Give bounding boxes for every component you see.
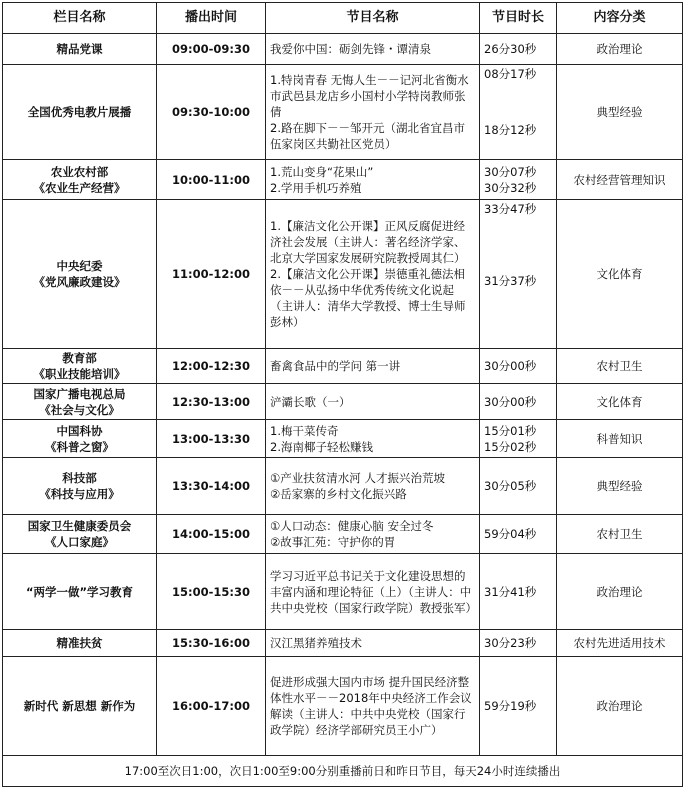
row-column-name: 科技部 《科技与应用》 [3, 458, 157, 515]
row-column-name: 中国科协 《科普之窗》 [3, 420, 157, 458]
row-program-name: 学习习近平总书记关于文化建设思想的丰富内涵和理论特征（上）（主讲人：中共中央党校（国家行政学院）教授张军） [266, 554, 480, 630]
row-category: 政治理论 [557, 554, 683, 630]
row-duration: 31分41秒 [480, 554, 557, 630]
header-category: 内容分类 [557, 3, 683, 34]
table-row [3, 458, 683, 515]
row-broadcast-time: 13:30-14:00 [157, 458, 266, 515]
header-broadcast-time: 播出时间 [157, 3, 266, 34]
row-program-name: ①产业扶贫清水河 人才振兴治荒坡 ②岳家寨的乡村文化振兴路 [266, 458, 480, 515]
row-category: 科普知识 [557, 420, 683, 458]
row-column-name: 新时代 新思想 新作为 [3, 657, 157, 756]
table-row [3, 349, 683, 384]
row-broadcast-time: 14:00-15:00 [157, 515, 266, 554]
row-category: 典型经验 [557, 458, 683, 515]
table-row [3, 630, 683, 657]
row-broadcast-time: 10:00-11:00 [157, 160, 266, 200]
row-broadcast-time: 09:00-09:30 [157, 34, 266, 65]
table-header-row [3, 3, 683, 34]
row-column-name: 教育部 《职业技能培训》 [3, 349, 157, 384]
row-column-name: 精准扶贫 [3, 630, 157, 657]
row-program-name: 1.【廉洁文化公开课】正风反腐促进经济社会发展（主讲人：著名经济学家、北京大学国家发展研究院教授周其仁） 2.【廉洁文化公开课】崇德重礼德法相依－－从弘扬中华优秀传统文化说起（主讲人：清华大学教授、博士生导师彭林） [266, 200, 480, 349]
row-broadcast-time: 12:30-13:00 [157, 384, 266, 420]
row-category: 农村先进适用技术 [557, 630, 683, 657]
row-program-name: ①人口动态：健康心脑 安全过冬 ②故事汇苑：守护你的胃 [266, 515, 480, 554]
row-broadcast-time: 16:00-17:00 [157, 657, 266, 756]
row-program-name: 1.特岗青春 无悔人生－－记河北省衡水市武邑县龙店乡小国村小学特岗教师张倩 2.路在脚下－－邹开元（湖北省宜昌市伍家岗区共勤社区党员） [266, 65, 480, 160]
row-duration: 26分30秒 [480, 34, 557, 65]
table-row [3, 384, 683, 420]
row-column-name: 国家广播电视总局 《社会与文化》 [3, 384, 157, 420]
row-category: 农村经营管理知识 [557, 160, 683, 200]
header-column-name: 栏目名称 [3, 3, 157, 34]
row-program-name: 畜禽食品中的学问 第一讲 [266, 349, 480, 384]
row-duration: 08分17秒 18分12秒 [480, 65, 557, 160]
row-program-name: 我爱你中国：砺剑先锋・谭清泉 [266, 34, 480, 65]
row-broadcast-time: 13:00-13:30 [157, 420, 266, 458]
row-duration: 30分07秒 30分32秒 [480, 160, 557, 200]
row-category: 典型经验 [557, 65, 683, 160]
row-duration: 59分04秒 [480, 515, 557, 554]
row-program-name: 汉江黑猪养殖技术 [266, 630, 480, 657]
table-row [3, 420, 683, 458]
row-duration: 59分19秒 [480, 657, 557, 756]
row-category: 文化体育 [557, 200, 683, 349]
header-program-name: 节目名称 [266, 3, 480, 34]
row-broadcast-time: 11:00-12:00 [157, 200, 266, 349]
row-duration: 33分47秒 31分37秒 [480, 200, 557, 349]
row-duration: 30分00秒 [480, 384, 557, 420]
row-column-name: “两学一做”学习教育 [3, 554, 157, 630]
rebroadcast-note: 17:00至次日1:00，次日1:00至9:00分别重播前日和昨日节目，每天24小时连续播出 [3, 756, 683, 787]
row-broadcast-time: 12:00-12:30 [157, 349, 266, 384]
table-row [3, 515, 683, 554]
footer-row [3, 756, 683, 787]
row-category: 政治理论 [557, 34, 683, 65]
row-column-name: 精品党课 [3, 34, 157, 65]
row-broadcast-time: 09:30-10:00 [157, 65, 266, 160]
row-program-name: 1.荒山变身“花果山” 2.学用手机巧养殖 [266, 160, 480, 200]
row-category: 文化体育 [557, 384, 683, 420]
row-column-name: 全国优秀电教片展播 [3, 65, 157, 160]
row-program-name: 促进形成强大国内市场 提升国民经济整体性水平－－2018年中央经济工作会议解读（主讲人：中共中央党校（国家行政学院）经济学部研究员王小广） [266, 657, 480, 756]
row-duration: 30分23秒 [480, 630, 557, 657]
row-category: 政治理论 [557, 657, 683, 756]
header-duration: 节目时长 [480, 3, 557, 34]
table-row [3, 34, 683, 65]
row-duration: 15分01秒 15分02秒 [480, 420, 557, 458]
table-row [3, 65, 683, 160]
program-schedule-table [2, 2, 683, 787]
table-row [3, 657, 683, 756]
row-category: 农村卫生 [557, 349, 683, 384]
table-row [3, 554, 683, 630]
row-program-name: 浐灞长歌（一） [266, 384, 480, 420]
row-column-name: 中央纪委 《党风廉政建设》 [3, 200, 157, 349]
table-row [3, 200, 683, 349]
row-category: 农村卫生 [557, 515, 683, 554]
row-duration: 30分00秒 [480, 349, 557, 384]
row-column-name: 农业农村部 《农业生产经营》 [3, 160, 157, 200]
row-program-name: 1.梅干菜传奇 2.海南椰子轻松赚钱 [266, 420, 480, 458]
table-row [3, 160, 683, 200]
row-column-name: 国家卫生健康委员会 《人口家庭》 [3, 515, 157, 554]
row-duration: 30分05秒 [480, 458, 557, 515]
row-broadcast-time: 15:30-16:00 [157, 630, 266, 657]
row-broadcast-time: 15:00-15:30 [157, 554, 266, 630]
